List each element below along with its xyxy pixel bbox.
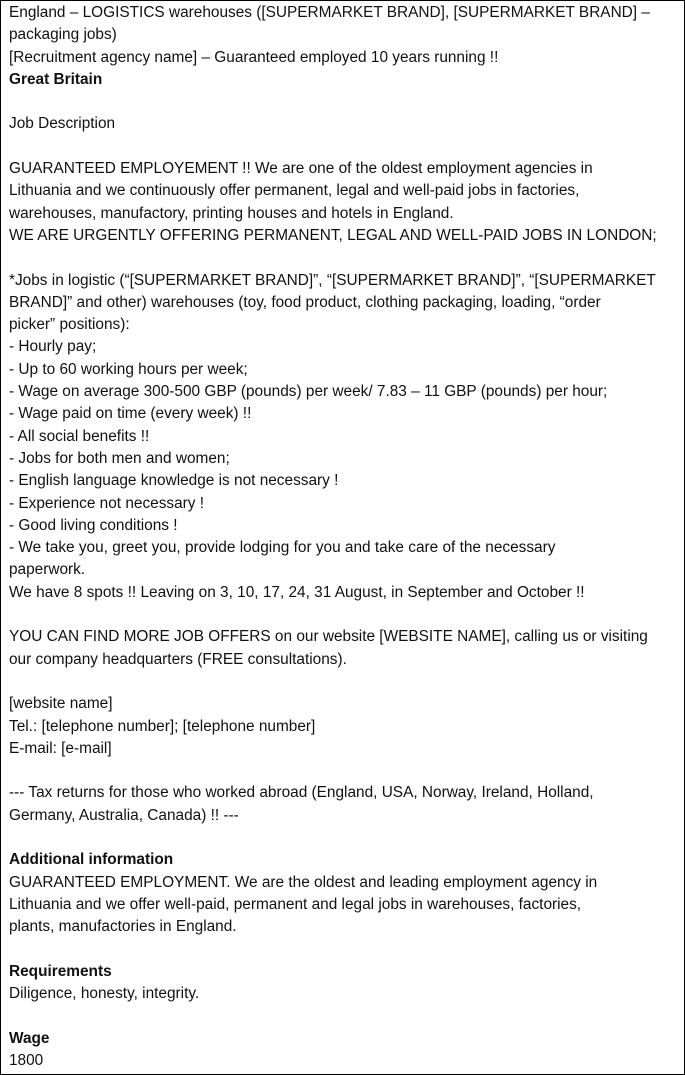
spacer [9,1005,675,1027]
contact-phone: Tel.: [telephone number]; [telephone number] [9,717,316,735]
intro-line: Lithuania and we continuously offer permanent, legal and well-paid jobs in factories, [9,182,580,200]
more-offers-line: our company headquarters (FREE consultations). [9,650,347,668]
bullet-item: - Wage on average 300-500 GBP (pounds) per week/ 7.83 – 11 GBP (pounds) per hour; [9,383,608,401]
wage-value: 1800 [9,1051,44,1069]
jobs-intro-line: *Jobs in logistic (“[SUPERMARKET BRAND]”, “[SUPERMARKET BRAND]”, “[SUPERMARKET [9,271,656,289]
bullet-item: - Wage paid on time (every week) !! [9,405,252,423]
spacer [9,938,675,960]
country-heading: Great Britain [9,70,103,88]
additional-info-heading: Additional information [9,851,174,869]
requirements-text: Diligence, honesty, integrity. [9,985,200,1003]
bullet-item: - Hourly pay; [9,338,97,356]
spacer [9,827,675,849]
job-ad-text [1,1,684,1072]
tax-line: --- Tax returns for those who worked abroad (England, USA, Norway, Ireland, Holland, [9,784,594,802]
intro-line: warehouses, manufactory, printing houses and hotels in England. [9,204,454,222]
bullet-item: - We take you, greet you, provide lodging for you and take care of the necessary [9,539,556,557]
bullet-item: - Jobs for both men and women; [9,449,230,467]
wage-heading: Wage [9,1029,50,1047]
contact-website: [website name] [9,695,113,713]
requirements-heading: Requirements [9,962,112,980]
title-line-2: packaging jobs) [9,26,117,44]
spacer [9,247,675,269]
intro-line: WE ARE URGENTLY OFFERING PERMANENT, LEGAL AND WELL-PAID JOBS IN LONDON; [9,226,657,244]
spacer [9,136,675,158]
bullet-item: - Experience not necessary ! [9,494,205,512]
spacer [9,91,675,113]
job-description-heading: Job Description [9,115,116,133]
spots-line: We have 8 spots !! Leaving on 3, 10, 17, 24, 31 August, in September and October !! [9,583,585,601]
bullet-item: - English language knowledge is not necessary ! [9,472,339,490]
additional-info-line: Lithuania and we offer well-paid, permanent and legal jobs in warehouses, factories, [9,895,582,913]
jobs-intro-line: BRAND]” and other) warehouses (toy, food product, clothing packaging, loading, “order [9,293,601,311]
jobs-intro-line: picker” positions): [9,316,130,334]
bullet-item: - Good living conditions ! [9,516,178,534]
bullet-item: - Up to 60 working hours per week; [9,360,248,378]
spacer [9,604,675,626]
bullet-item: paperwork. [9,561,86,579]
spacer [9,760,675,782]
more-offers-line: YOU CAN FIND MORE JOB OFFERS on our website [WEBSITE NAME], calling us or visiting [9,628,648,646]
spacer [9,671,675,693]
additional-info-line: plants, manufactories in England. [9,918,237,936]
tax-line: Germany, Australia, Canada) !! --- [9,806,239,824]
intro-line: GUARANTEED EMPLOYEMENT !! We are one of the oldest employment agencies in [9,160,593,178]
contact-email: E-mail: [e-mail] [9,739,112,757]
additional-info-line: GUARANTEED EMPLOYMENT. We are the oldest and leading employment agency in [9,873,598,891]
bullet-item: - All social benefits !! [9,427,150,445]
agency-line: [Recruitment agency name] – Guaranteed employed 10 years running !! [9,48,499,66]
title-line-1: England – LOGISTICS warehouses ([SUPERMARKET BRAND], [SUPERMARKET BRAND] – [9,4,650,21]
